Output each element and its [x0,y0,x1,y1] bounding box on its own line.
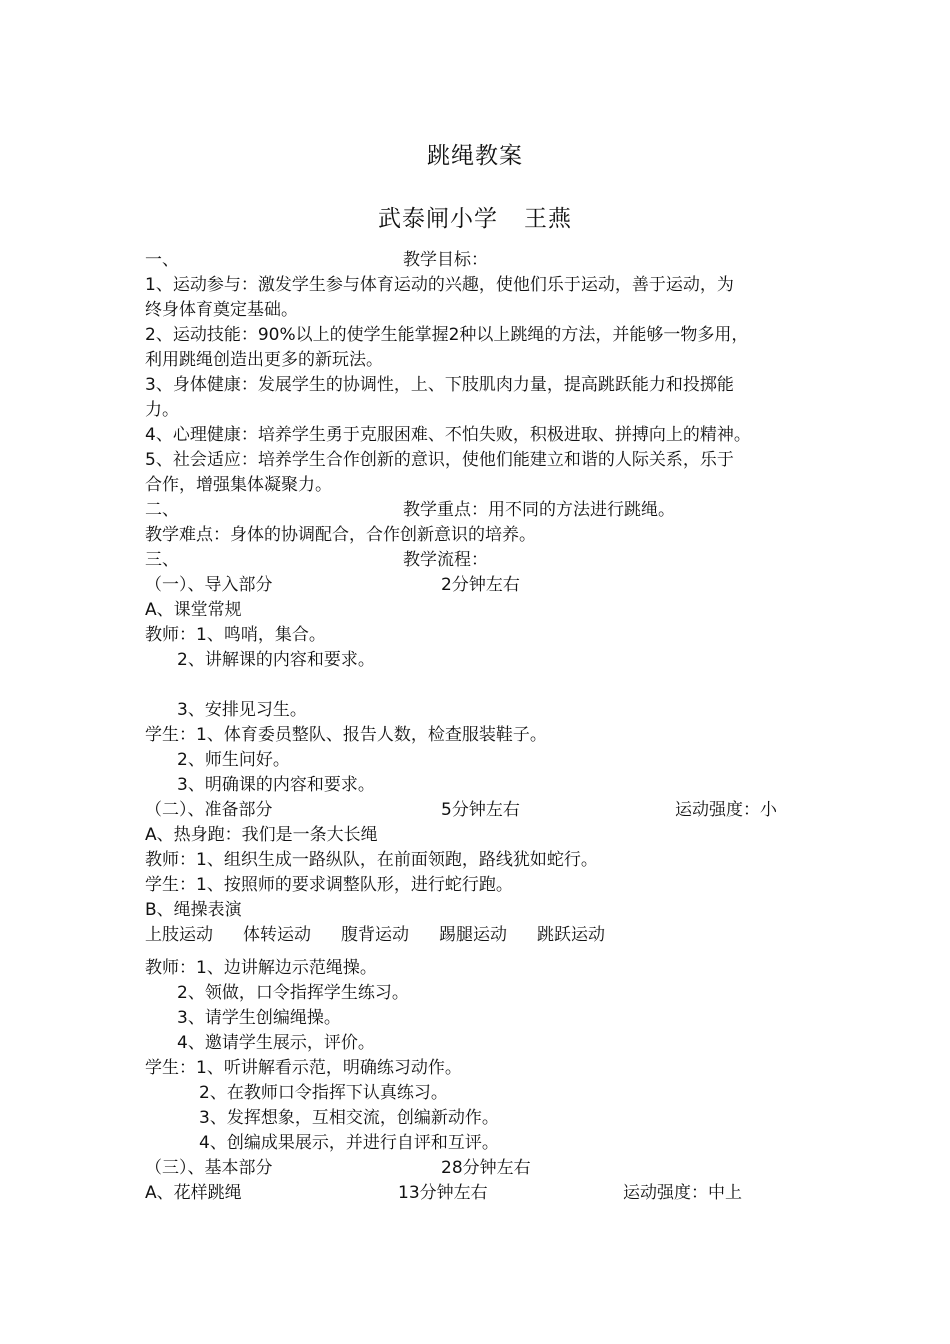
part-1-heading: （一）、导入部分 2分钟左右 [145,575,520,595]
exercise-item: 腹背运动 [341,925,409,945]
exercise-item: 体转运动 [243,925,311,945]
student-step: 学生：1、听讲解看示范，明确练习动作。 [145,1058,462,1078]
part-2-rope-exercise: B、绳操表演 [145,900,242,920]
section-1-heading: 一、 教学目标： [145,250,488,270]
teacher-name: 王燕 [524,206,572,232]
goal-line: 力。 [145,400,179,420]
goal-line: 2、运动技能：90%以上的使学生能掌握2种以上跳绳的方法，并能够一物多用， [145,325,749,345]
document-title: 跳绳教案 [427,143,523,169]
exercise-item: 踢腿运动 [439,925,507,945]
goal-line: 合作，增强集体凝聚力。 [145,475,332,495]
teacher-step: 2、讲解课的内容和要求。 [177,650,375,670]
student-step: 2、师生问好。 [177,750,290,770]
teacher-step: 2、领做，口令指挥学生练习。 [177,983,409,1003]
part-2-warmup: A、热身跑：我们是一条大长绳 [145,825,378,845]
teacher-step: 4、邀请学生展示，评价。 [177,1033,375,1053]
teacher-step: 教师：1、组织生成一路纵队，在前面领跑，路线犹如蛇行。 [145,850,598,870]
student-step: 4、创编成果展示，并进行自评和互评。 [199,1133,499,1153]
part-3-heading: （三）、基本部分 28分钟左右 [145,1158,531,1178]
exercise-list [145,923,825,948]
goal-line: 4、心理健康：培养学生勇于克服困难、不怕失败，积极进取、拼搏向上的精神。 [145,425,751,445]
student-step: 3、明确课的内容和要求。 [177,775,375,795]
teacher-step: 教师：1、鸣哨，集合。 [145,625,326,645]
student-step: 3、发挥想象，互相交流，创编新动作。 [199,1108,499,1128]
part-2-heading: （二）、准备部分 5分钟左右 运动强度：小 [145,800,777,820]
teacher-step: 教师：1、边讲解边示范绳操。 [145,958,377,978]
section-2-heading: 二、 教学重点：用不同的方法进行跳绳。 [145,500,675,520]
goal-line: 5、社会适应：培养学生合作创新的意识，使他们能建立和谐的人际关系，乐于 [145,450,734,470]
section-3-heading: 三、 教学流程： [145,550,488,570]
part-1-subheading: A、课堂常规 [145,600,242,620]
exercise-item: 跳跃运动 [537,925,605,945]
goal-line: 终身体育奠定基础。 [145,300,298,320]
exercise-item: 上肢运动 [145,925,213,945]
student-step: 2、在教师口令指挥下认真练习。 [199,1083,448,1103]
goal-line: 3、身体健康：发展学生的协调性，上、下肢肌肉力量，提高跳跃能力和投掷能 [145,375,734,395]
difficulty-line: 教学难点：身体的协调配合，合作创新意识的培养。 [145,525,536,545]
goal-line: 利用跳绳创造出更多的新玩法。 [145,350,383,370]
student-step: 学生：1、按照师的要求调整队形，进行蛇行跑。 [145,875,513,895]
teacher-step: 3、请学生创编绳操。 [177,1008,341,1028]
teacher-step: 3、安排见习生。 [177,700,307,720]
author-line [0,200,950,233]
student-step: 学生：1、体育委员整队、报告人数，检查服装鞋子。 [145,725,547,745]
document-body [145,248,825,1206]
school-name: 武泰闸小学 [378,206,498,232]
goal-line: 1、运动参与：激发学生参与体育运动的兴趣，使他们乐于运动，善于运动，为 [145,275,734,295]
part-3-subheading: A、花样跳绳 13分钟左右 运动强度：中上 [145,1183,742,1203]
